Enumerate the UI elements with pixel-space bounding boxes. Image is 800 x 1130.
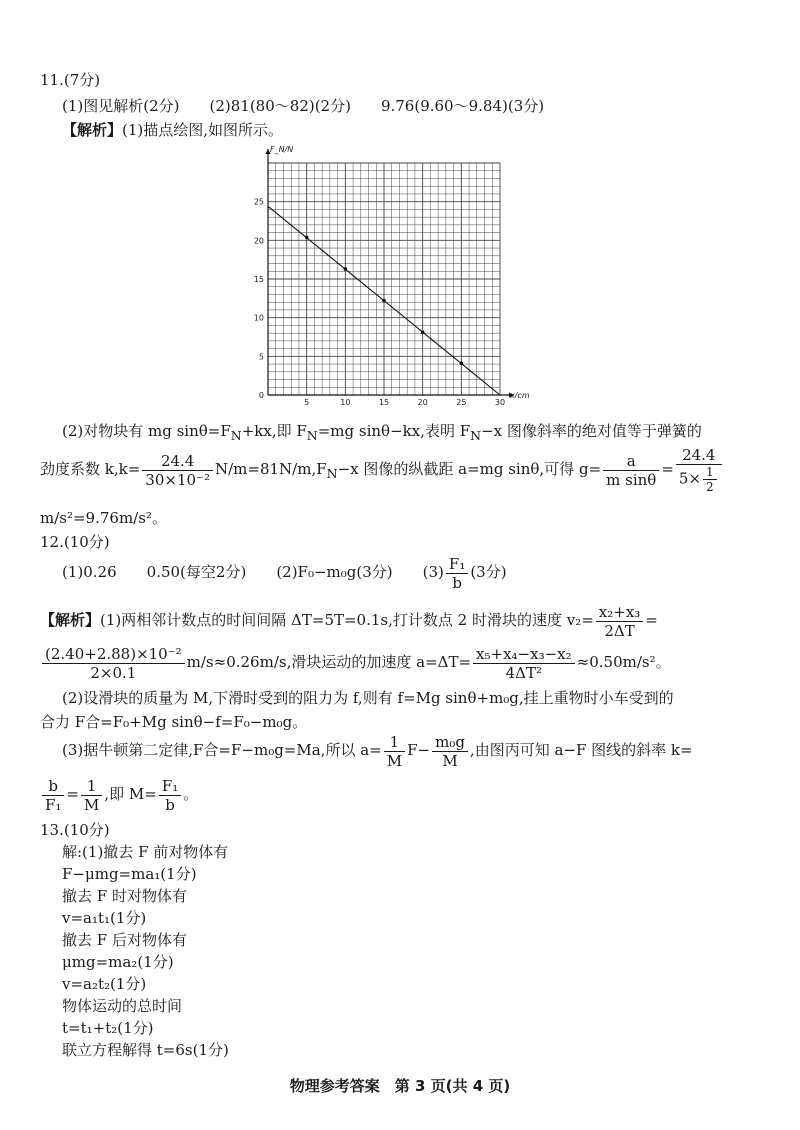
q13-line: 撤去 F 后对物体有 [62,931,187,949]
text: −x 图像的纵截距 a=mg sinθ,可得 g= [337,460,602,478]
denominator: 2×0.1 [90,663,137,682]
x-tick-label: 25 [456,398,467,407]
x-tick-label: 5 [304,398,310,407]
y-tick-label: 25 [253,197,264,207]
x-tick-label: 30 [494,398,506,407]
q12-analysis-line1 [40,598,658,642]
q13-line: 撤去 F 时对物体有 [62,887,187,905]
q11-analysis [62,120,283,140]
y-tick-label: 5 [258,352,264,362]
denominator [676,465,722,494]
q13-line: t=t₁+t₂(1分) [62,1019,154,1037]
numerator: x₅+x₄−x₃−x₂ [473,645,575,664]
subscript: N [470,428,482,443]
denominator: b [165,795,175,814]
q11-para2 [62,421,702,446]
text: 。 [183,785,199,803]
y-tick-label: 10 [253,313,264,323]
fraction [384,733,405,770]
q13-line: 联立方程解得 t=6s(1分) [62,1041,229,1059]
analysis-text: (1)描点绘图,如图所示。 [122,121,284,139]
q13-line: 解:(1)撤去 F 前对物体有 [62,843,229,861]
q11-answers: (1)图见解析(2分) (2)81(80～82)(2分) 9.76(9.60～9.84)(3分) [62,97,545,115]
q12-analysis-line3: (2)设滑块的质量为 M,下滑时受到的阻力为 f,则有 f=Mg sinθ+m₀g,挂上重物时小车受到的 [62,689,674,707]
answer-2: (2)F₀−m₀g(3分) [276,563,393,581]
denominator: M [386,751,403,770]
subscript: N [326,466,338,481]
q11-line3: 劲度系数 k,k= $\frac{24.4}{\text{30×10⁻²}}$ $N/m=81N/m,F_N-x$ 图像的纵截距 a=mg sinθ,可得 g= $\frac{a}{\text{m sinθ}}$ = 24.4 5× $\frac{1}{2}$ [40,446,724,496]
q12-analysis-line2 [40,640,671,684]
fraction [473,645,575,682]
y-tick-label: 0 [258,391,264,400]
q13-line: v=a₁t₁(1分) [62,909,147,927]
text: (3) [422,563,444,581]
fraction [596,603,644,640]
q12-answers [62,550,507,594]
q13-line: F−μmg=ma₁(1分) [62,865,197,883]
data-point [421,331,425,335]
fraction [432,733,468,770]
text: −x 图像斜率的绝对值等于弹簧的 [481,422,702,440]
text: ,即 M= [104,785,157,803]
fraction [676,446,722,494]
numerator: x₂+x₃ [596,603,644,622]
text: = [66,785,79,803]
text: F− [407,741,431,759]
q13-line: μmg=ma₂(1分) [62,953,174,971]
analysis-label: 【解析】 [40,611,101,629]
q13-line: v=a₂t₂(1分) [62,975,147,993]
numerator: m₀g [432,733,468,752]
chart-y-label: F_N/N [270,145,294,154]
numerator: 1 [384,733,405,752]
text: ,由图丙可知 a−F 图线的斜率 k= [469,741,693,759]
denominator: F₁ [45,795,62,814]
chart-x-label: x/cm [510,391,530,400]
numerator: (2.40+2.88)×10⁻² [42,645,185,664]
q13-heading: 13.(10分) [40,821,110,839]
text: (2)对物块有 mg sinθ=F [62,422,231,440]
text: (3)据牛顿第二定律,F合=F−m₀g=Ma,所以 a= [62,741,382,759]
text: = [645,611,658,629]
denominator: 2ΔT [604,621,635,640]
y-tick-label: 20 [253,236,264,246]
data-point [382,299,386,303]
denominator: 2 [706,480,714,494]
numerator: 24.4 [676,446,722,465]
denominator: M [84,795,100,814]
subscript: N [306,428,318,443]
numerator: a [603,452,659,471]
text: m/s≈0.26m/s,滑块运动的加速度 a=ΔT= [186,653,472,671]
x-tick-label: 20 [417,398,428,407]
fraction-half [703,465,717,494]
text: 5× [678,469,702,488]
y-tick-label: 15 [253,275,264,284]
numerator: 24.4 [142,452,213,471]
page-footer: 物理参考答案 第 3 页(共 4 页) [289,1077,511,1095]
denominator: 30×10⁻² [145,470,210,489]
numerator: 1 [81,777,102,796]
numerator: F₁ [446,555,468,574]
x-tick-label: 10 [340,398,351,407]
q13-line: 物体运动的总时间 [62,997,183,1015]
fraction [603,452,659,489]
denominator: m sinθ [606,470,657,489]
analysis-label: 【解析】 [62,121,123,139]
x-tick-label: 15 [378,398,390,407]
fraction [159,777,181,814]
data-point [460,361,464,365]
text: 劲度系数 k,k= [40,460,141,478]
fraction [42,777,64,814]
fraction [81,777,102,814]
q12-analysis-line6 [40,772,198,816]
q11-heading: 11.(7分) [40,71,101,89]
fraction [142,452,213,489]
data-point [344,267,348,271]
q11-line4: m/s²=9.76m/s²。 [40,509,167,527]
chart-grid [268,163,500,395]
data-point [305,235,309,239]
text: ≈0.50m/s²。 [576,653,671,671]
numerator: F₁ [159,777,181,796]
text: (1)两相邻计数点的时间间隔 ΔT=5T=0.1s,打计数点 2 时滑块的速度 v₂= [100,611,594,629]
subscript: N [230,428,242,443]
spring-chart [250,140,535,408]
fraction [446,555,468,592]
q12-analysis-line5 [62,728,693,772]
numerator: b [42,777,64,796]
text: +kx,即 F [241,422,307,440]
q12-analysis-line4: 合力 F合=F₀+Mg sinθ−f=F₀−m₀g。 [40,713,308,731]
denominator: M [442,751,458,770]
text: (3分) [470,563,507,581]
text: N/m=81N/m,F [214,460,327,478]
fraction [42,645,185,682]
q12-heading: 12.(10分) [40,533,110,551]
numerator: 1 [703,465,717,480]
answer-1: (1)0.26 0.50(每空2分) [62,563,247,581]
denominator: 4ΔT² [505,663,543,682]
text: =mg sinθ−kx,表明 F [317,422,471,440]
denominator: b [452,573,462,592]
